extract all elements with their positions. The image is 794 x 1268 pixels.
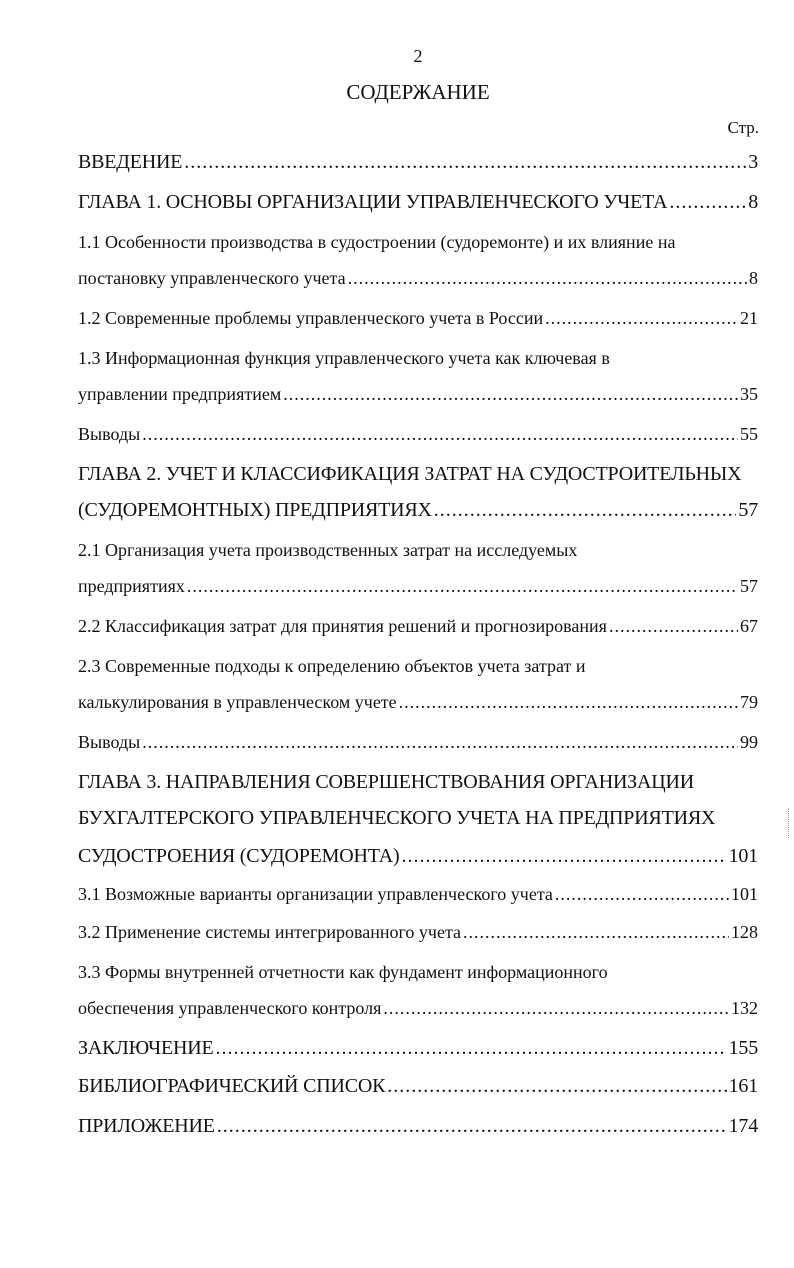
toc-entry-title: (СУДОРЕМОНТНЫХ) ПРЕДПРИЯТИЯХ bbox=[78, 499, 432, 521]
toc-entry-page: 132 bbox=[731, 998, 758, 1018]
toc-entry bbox=[78, 574, 758, 598]
toc-entry-title: СУДОСТРОЕНИЯ (СУДОРЕМОНТА) bbox=[78, 845, 400, 867]
scan-artifact bbox=[788, 808, 792, 838]
toc-entry bbox=[78, 844, 758, 868]
toc-entry-title: Выводы bbox=[78, 732, 141, 752]
toc-entry-title: обеспечения управленческого контроля bbox=[78, 998, 382, 1018]
toc-leader-dots bbox=[283, 382, 738, 406]
toc-entry bbox=[78, 1074, 758, 1098]
toc-leader-dots bbox=[215, 1036, 726, 1060]
toc-entry-title: постановку управленческого учета bbox=[78, 268, 346, 288]
toc-entry-title: 3.1 Возможные варианты организации управленческого учета bbox=[78, 884, 553, 904]
toc-entry-page: 79 bbox=[740, 692, 758, 712]
toc-entry bbox=[78, 614, 758, 638]
toc-entry-title: Выводы bbox=[78, 424, 141, 444]
toc-entry bbox=[78, 690, 758, 714]
toc-entry bbox=[78, 1114, 758, 1138]
toc-entry-page: 21 bbox=[740, 308, 758, 328]
toc-entry bbox=[78, 190, 758, 214]
toc-leader-dots bbox=[217, 1114, 727, 1138]
toc-entry-page: 99 bbox=[740, 732, 758, 752]
toc-leader-dots bbox=[142, 730, 738, 754]
toc-entry bbox=[78, 462, 758, 486]
toc-entry-title: ГЛАВА 2. УЧЕТ И КЛАССИФИКАЦИЯ ЗАТРАТ НА СУДОСТРОИТЕЛЬНЫХ bbox=[78, 463, 742, 485]
toc-entry-page: 8 bbox=[749, 268, 758, 288]
toc-leader-dots bbox=[545, 306, 738, 330]
toc-leader-dots bbox=[463, 920, 729, 944]
toc-entry-page: 101 bbox=[728, 845, 758, 867]
toc-entry-title: предприятиях bbox=[78, 576, 185, 596]
toc-leader-dots bbox=[387, 1074, 726, 1098]
toc-entry-page: 174 bbox=[728, 1115, 758, 1137]
toc-entry bbox=[78, 920, 758, 944]
toc-entry-page: 3 bbox=[748, 151, 758, 173]
toc-entry-title: 3.3 Формы внутренней отчетности как фундамент информационного bbox=[78, 962, 608, 982]
toc-entry bbox=[78, 346, 758, 370]
toc-leader-dots bbox=[669, 190, 746, 214]
toc-entry-title: БИБЛИОГРАФИЧЕСКИЙ СПИСОК bbox=[78, 1075, 386, 1097]
toc-entry-page: 161 bbox=[728, 1075, 758, 1097]
toc-entry bbox=[78, 498, 758, 522]
toc-entry bbox=[78, 422, 758, 446]
toc-entry bbox=[78, 266, 758, 290]
toc-entry-page: 155 bbox=[728, 1037, 758, 1059]
toc-leader-dots bbox=[184, 150, 746, 174]
toc-entry-title: ГЛАВА 1. ОСНОВЫ ОРГАНИЗАЦИИ УПРАВЛЕНЧЕСКОГО УЧЕТА bbox=[78, 191, 668, 213]
toc-entry-title: 1.1 Особенности производства в судостроении (судоремонте) и их влияние на bbox=[78, 232, 676, 252]
toc-entry bbox=[78, 306, 758, 330]
toc-entry-page: 128 bbox=[731, 922, 758, 942]
toc-entry-title: 1.3 Информационная функция управленческого учета как ключевая в bbox=[78, 348, 610, 368]
toc-entry bbox=[78, 230, 758, 254]
toc-leader-dots bbox=[401, 844, 726, 868]
toc-leader-dots bbox=[434, 498, 737, 522]
toc-entry bbox=[78, 1036, 758, 1060]
toc-entry-title: 3.2 Применение системы интегрированного учета bbox=[78, 922, 462, 942]
toc-entry-title: ВВЕДЕНИЕ bbox=[78, 151, 183, 173]
toc-entry-title: БУХГАЛТЕРСКОГО УПРАВЛЕНЧЕСКОГО УЧЕТА НА ПРЕДПРИЯТИЯХ bbox=[78, 807, 716, 829]
toc-leader-dots bbox=[383, 996, 729, 1020]
toc-entry-title: 2.2 Классификация затрат для принятия решений и прогнозирования bbox=[78, 616, 607, 636]
page-column-label: Стр. bbox=[727, 118, 759, 137]
toc-leader-dots bbox=[187, 574, 738, 598]
page-number: 2 bbox=[413, 46, 423, 66]
toc-entry-page: 101 bbox=[731, 884, 758, 904]
toc-entry-title: ЗАКЛЮЧЕНИЕ bbox=[78, 1037, 214, 1059]
toc-entry bbox=[78, 882, 758, 906]
toc-entry-title: 2.3 Современные подходы к определению объектов учета затрат и bbox=[78, 656, 586, 676]
toc-leader-dots bbox=[348, 266, 747, 290]
toc-entry bbox=[78, 996, 758, 1020]
toc-entry-title: калькулирования в управленческом учете bbox=[78, 692, 397, 712]
toc-entry bbox=[78, 654, 758, 678]
toc-leader-dots bbox=[399, 690, 738, 714]
toc-leader-dots bbox=[142, 422, 738, 446]
toc-entry bbox=[78, 960, 758, 984]
toc-entry bbox=[78, 770, 758, 794]
toc-entry-page: 57 bbox=[740, 576, 758, 596]
toc-entry-page: 67 bbox=[740, 616, 758, 636]
toc-leader-dots bbox=[555, 882, 729, 906]
toc-leader-dots bbox=[609, 614, 738, 638]
toc-entry-title: управлении предприятием bbox=[78, 384, 282, 404]
toc-entry-page: 55 bbox=[740, 424, 758, 444]
toc-entry bbox=[78, 730, 758, 754]
toc-entry-title: 2.1 Организация учета производственных затрат на исследуемых bbox=[78, 540, 578, 560]
toc-entry bbox=[78, 150, 758, 174]
toc-entry-page: 57 bbox=[738, 499, 758, 521]
toc-entry-page: 8 bbox=[748, 191, 758, 213]
toc-entry-title: ГЛАВА 3. НАПРАВЛЕНИЯ СОВЕРШЕНСТВОВАНИЯ ОРГАНИЗАЦИИ bbox=[78, 771, 694, 793]
toc-entry-title: ПРИЛОЖЕНИЕ bbox=[78, 1115, 215, 1137]
toc-entry-title: 1.2 Современные проблемы управленческого учета в России bbox=[78, 308, 544, 328]
page-title: СОДЕРЖАНИЕ bbox=[346, 80, 490, 104]
toc-entry bbox=[78, 382, 758, 406]
toc-entry bbox=[78, 538, 758, 562]
toc-entry-page: 35 bbox=[740, 384, 758, 404]
toc-entry bbox=[78, 806, 758, 830]
